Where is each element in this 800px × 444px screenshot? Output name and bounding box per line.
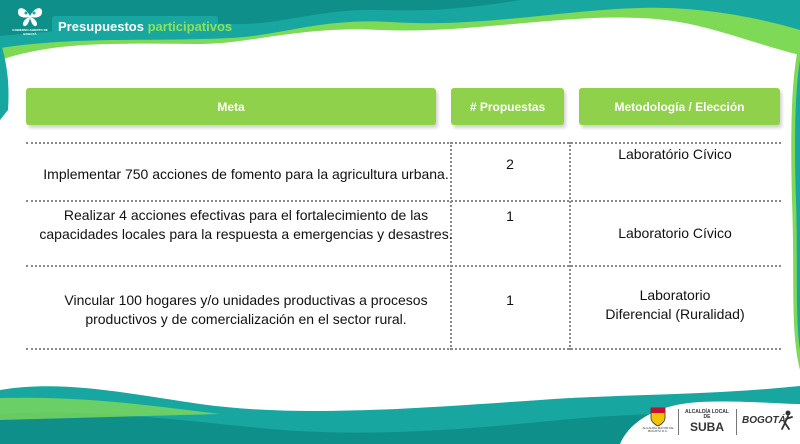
table-row-3-propuestas: 1 [506,292,514,308]
table-row-3-meta: Vincular 100 hogares y/o unidades productivas a procesos productivos y de comercialización en el sector rural. [64,292,428,327]
table-row-2-meta: Realizar 4 acciones efectivas para el fortalecimiento de las capacidades locales para la respuesta a emergencias y desastres. [39,207,453,242]
footer-logos [640,405,796,439]
alcaldia-label: ALCALDÍA LOCAL DE [685,409,729,420]
gobierno-abierto-logo [6,4,54,44]
table-row-2-propuestas: 1 [506,208,514,224]
column-header-meta: Meta [26,88,436,125]
table-row-1-meta: Implementar 750 acciones de fomento para la agricultura urbana. [43,166,449,182]
table-row-1-metodologia: Laboratório Cívico [618,146,732,162]
row-divider [26,200,781,202]
bogota-figure-icon [780,409,794,431]
butterfly-icon [15,4,45,28]
footer-divider [678,409,679,435]
locality-name: SUBA [689,420,724,434]
row-divider [26,348,781,350]
column-header-propuestas: # Propuestas [451,88,564,125]
title-part-presupuestos: Presupuestos [58,19,144,34]
escudo-text: ALCALDÍA MAYOR DE BOGOTÁ D.C. [642,426,674,433]
bogota-shield-icon [650,407,666,427]
table-row-1-propuestas: 2 [506,156,514,172]
footer-divider [736,409,737,435]
row-divider [26,142,781,144]
page-title [52,16,233,38]
table-row-2-metodologia: Laboratorio Cívico [618,225,732,241]
logo-text: GOBIERNO ABIERTO DE BOGOTÁ [12,28,48,36]
column-divider [569,142,571,350]
row-divider [26,265,781,267]
column-header-metodologia: Metodología / Elección [579,88,780,125]
table-row-3-metodologia: Laboratorio Diferencial (Ruralidad) [605,287,745,322]
title-part-participativos: participativos [147,19,233,34]
bogota-wordmark: BOGOTÁ [742,415,786,426]
